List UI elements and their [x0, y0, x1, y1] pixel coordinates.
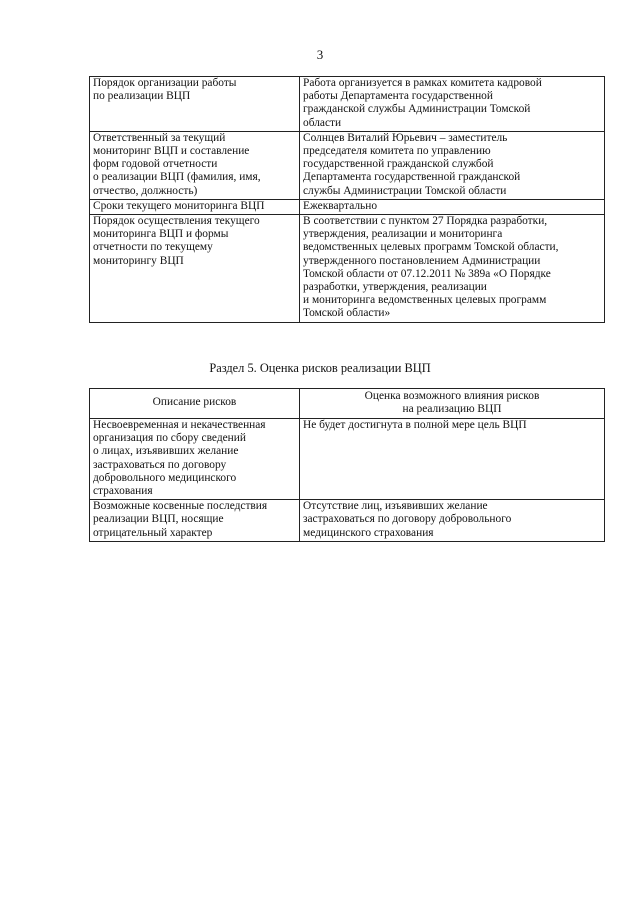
row-label: Порядок организации работы по реализации ВЦП	[90, 77, 300, 132]
risk-description: Несвоевременная и некачественная организация по сбору сведений о лицах, изъявивших желание застраховаться по договору добровольного медицинского страхования	[90, 419, 300, 500]
section-title: Раздел 5. Оценка рисков реализации ВЦП	[209, 361, 431, 375]
column-header-risk-description: Описание рисков	[90, 389, 300, 419]
row-value: Солнцев Виталий Юрьевич – заместитель председателя комитета по управлению государственной гражданской службой Департамента государственной гражданской службы Администрации Томской области	[300, 131, 605, 199]
row-label: Ответственный за текущий мониторинг ВЦП и составление форм годовой отчетности о реализации ВЦП (фамилия, имя, отчество, должность)	[90, 131, 300, 199]
table-header-row	[90, 389, 605, 419]
table-row	[90, 419, 605, 500]
table-row	[90, 131, 605, 199]
table-row	[90, 500, 605, 542]
table-row	[90, 199, 605, 214]
risk-impact: Не будет достигнута в полной мере цель ВЦП	[300, 419, 605, 500]
table-row	[90, 215, 605, 323]
page-number: 3	[316, 47, 324, 62]
row-value: Ежеквартально	[300, 199, 605, 214]
row-label: Сроки текущего мониторинга ВЦП	[90, 199, 300, 214]
risk-assessment-table	[89, 388, 605, 542]
row-value: В соответствии с пунктом 27 Порядка разработки, утверждения, реализации и мониторинга ведомственных целевых программ Томской области, утвержденного постановлением Администрации Томской области от 07.12.2011 № 389а «О Порядке разработки, утверждения, реализации и мониторинга ведомственных целевых программ Томской области»	[300, 215, 605, 323]
row-value: Работа организуется в рамках комитета кадровой работы Департамента государственной гражданской службы Администрации Томской области	[300, 77, 605, 132]
risk-description: Возможные косвенные последствия реализации ВЦП, носящие отрицательный характер	[90, 500, 300, 542]
row-label: Порядок осуществления текущего мониторинга ВЦП и формы отчетности по текущему мониторингу ВЦП	[90, 215, 300, 323]
table-row	[90, 77, 605, 132]
risk-impact: Отсутствие лиц, изъявивших желание застраховаться по договору добровольного медицинского страхования	[300, 500, 605, 542]
column-header-risk-impact: Оценка возможного влияния рисков на реализацию ВЦП	[300, 389, 605, 419]
program-organization-table	[89, 76, 605, 323]
